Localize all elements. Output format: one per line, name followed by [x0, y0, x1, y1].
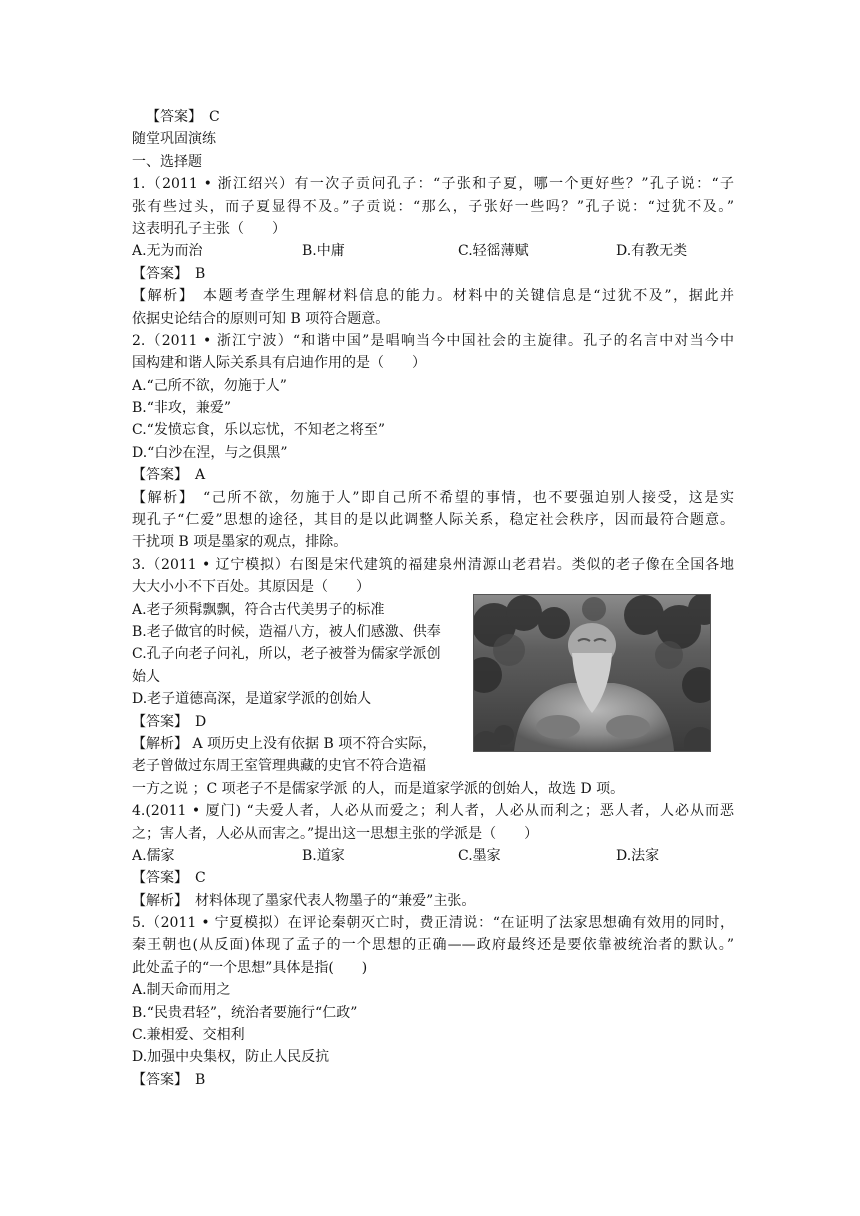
q2-option-c: C.“发愤忘食，乐以忘忧，不知老之将至”: [132, 422, 385, 439]
q5-stem-line2: 秦王朝也(从反面)体现了孟子的一个思想的正确——政府最终还是要依靠被统治者的默认。”: [132, 937, 734, 954]
answer-label: 【答案】 C: [146, 109, 220, 125]
q3-option-c-line1: C.孔子向老子问礼，所以，老子被誉为儒家学派创: [132, 646, 441, 663]
q2-option-d: D.“白沙在涅，与之俱黑”: [132, 444, 288, 461]
q1-stem-line2: 张有些过头，而子夏显得不及。”子贡说：“那么，子张好一些吗？”孔子说：“过犹不及。”: [132, 198, 734, 215]
section-title: 随堂巩固演练: [132, 131, 216, 148]
q5-option-b: B.“民贵君轻”，统治者要施行“仁政”: [132, 1004, 358, 1021]
q1-stem-line3: 这表明孔子主张（ ）: [132, 220, 286, 237]
q2-stem-line1: 2.（2011 • 浙江宁波）“和谐中国”是唱响当今中国社会的主旋律。孔子的名言中对当今中: [132, 332, 734, 349]
q4-option-c: C.墨家: [458, 847, 501, 864]
q3-option-c-line2: 始人: [132, 668, 160, 685]
q4-analysis: 【解析】 材料体现了墨家代表人物墨子的“兼爱”主张。: [132, 892, 476, 909]
q4-option-b: B.道家: [302, 847, 345, 864]
q4-options: [132, 845, 734, 867]
q1-answer: 【答案】 B: [132, 265, 206, 282]
q1-option-d: D.有教无类: [616, 243, 688, 260]
q2-analysis-line3: 干扰项 B 项是墨家的观点，排除。: [132, 534, 348, 551]
q4-option-a: A.儒家: [132, 847, 175, 864]
q4-stem-line2: 之；害人者，人必从而害之。”提出这一思想主张的学派是（ ）: [132, 825, 539, 842]
q5-stem-line1: 5.（2011 • 宁夏模拟）在评论秦朝灭亡时，费正清说：“在证明了法家思想确有效用的同时，: [132, 915, 734, 932]
q2-answer: 【答案】 A: [132, 467, 206, 484]
q2-analysis-line2: 现孔子“仁爱”思想的途径，其目的是以此调整人际关系，稳定社会秩序，因而最符合题意。: [132, 512, 734, 529]
q2-option-a: A.“己所不欲，勿施于人”: [132, 377, 287, 394]
q4-answer: 【答案】 C: [132, 870, 206, 887]
q3-analysis-line2: 老子曾做过东周王室管理典藏的史官不符合造福: [132, 758, 426, 775]
q5-answer: 【答案】 B: [132, 1071, 206, 1088]
q1-option-a: A.无为而治: [132, 243, 203, 260]
q3-analysis-line3: 一方之说 ；C 项老子不是儒家学派 的人，而是道家学派的创始人，故选 D 项。: [132, 780, 625, 797]
q4-option-d: D.法家: [616, 847, 660, 864]
q5-option-c: C.兼相爱、交相利: [132, 1027, 245, 1044]
q3-option-b: B.老子做官的时候，造福八方，被人们感激、供奉: [132, 623, 441, 640]
q2-option-b: B.“非攻，兼爱”: [132, 400, 232, 417]
q1-analysis-line1: 【解析】 本题考查学生理解材料信息的能力。材料中的关键信息是“过犹不及”，据此并: [132, 288, 734, 305]
q1-option-b: B.中庸: [302, 243, 345, 260]
q2-analysis-line1: 【解析】 “己所不欲，勿施于人”即自己所不希望的事情，也不要强迫别人接受，这是实: [132, 489, 734, 506]
q3-stem-line1: 3.（2011 • 辽宁模拟）右图是宋代建筑的福建泉州清源山老君岩。类似的老子像在全国各地: [132, 556, 734, 573]
q3-stem-line2: 大大小小不下百处。其原因是（ ）: [132, 579, 370, 596]
q3-analysis-line1: 【解析】 A 项历史上没有依据 B 项不符合实际，: [132, 735, 437, 752]
q1-option-c: C.轻徭薄赋: [458, 243, 529, 260]
q5-option-d: D.加强中央集权，防止人民反抗: [132, 1049, 330, 1066]
q5-option-a: A.制天命而用之: [132, 982, 231, 999]
q3-option-d: D.老子道德高深，是道家学派的创始人: [132, 691, 372, 708]
subsection-title: 一、选择题: [132, 153, 202, 170]
q3-option-a: A.老子须髯飘飘，符合古代美男子的标准: [132, 601, 385, 618]
document-page: [132, 106, 734, 1091]
q1-analysis-line2: 依据史论结合的原则可知 B 项符合题意。: [132, 310, 390, 327]
q1-stem-line1: 1.（2011 • 浙江绍兴）有一次子贡问孔子：“子张和子夏，哪一个更好些？”孔子说：“子: [132, 176, 734, 193]
q2-stem-line2: 国构建和谐人际关系具有启迪作用的是（ ）: [132, 355, 426, 372]
q3-answer: 【答案】 D: [132, 713, 207, 730]
laozi-statue-photo: [473, 594, 711, 752]
q4-stem-line1: 4.(2011 • 厦门) “夫爱人者，人必从而爱之；利人者，人必从而利之；恶人者，人必从而恶: [132, 803, 734, 820]
q1-options: [132, 240, 734, 262]
q5-stem-line3: 此处孟子的“一个思想”具体是指( ): [132, 959, 368, 976]
